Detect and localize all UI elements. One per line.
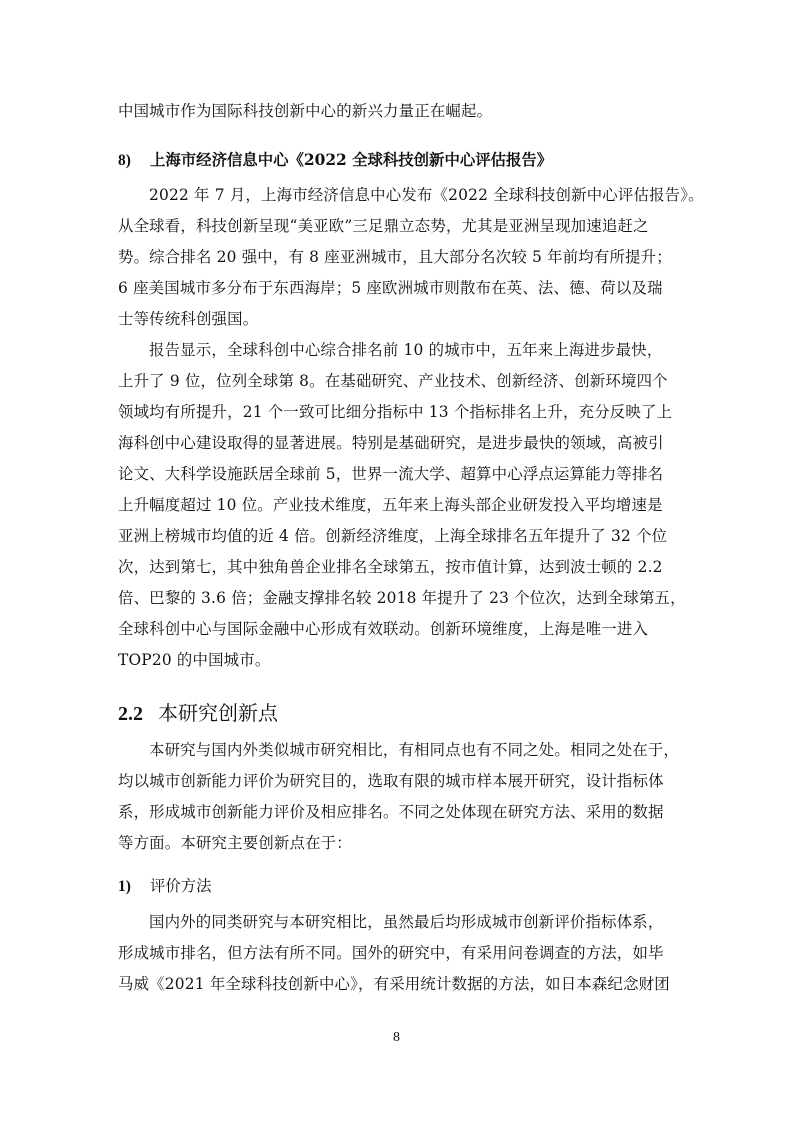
body-text-line: 国内外的同类研究与本研究相比，虽然最后均形成城市创新评价指标体系，: [149, 913, 664, 931]
body-text-line: 势。综合排名 20 强中，有 8 座亚洲城市，且大部分名次较 5 年前均有所提升；: [118, 248, 672, 266]
body-text-line: 士等传统科创强国。: [118, 310, 259, 328]
body-text-line: 领域均有所提升，21 个一致可比细分指标中 13 个指标排名上升，充分反映了上: [118, 403, 673, 421]
page-number: 8: [393, 1030, 400, 1045]
body-text-line: 6 座美国城市多分布于东西海岸；5 座欧洲城市则散布在英、法、德、荷以及瑞: [118, 279, 663, 297]
body-text-line: 报告显示，全球科创中心综合排名前 10 的城市中，五年来上海进步最快，: [149, 341, 663, 359]
section-title: 评价方法: [150, 877, 212, 895]
section-title: 上海市经济信息中心《2022 全球科技创新中心评估报告》: [150, 151, 553, 169]
body-text-line: 均以城市创新能力评价为研究目的，选取有限的城市样本展开研究，设计指标体: [118, 772, 664, 790]
body-text-line: 系，形成城市创新能力评价及相应排名。不同之处体现在研究方法、采用的数据: [118, 803, 664, 821]
body-text-line: 论文、大科学设施跃居全球前 5，世界一流大学、超算中心浮点运算能力等排名: [118, 465, 664, 483]
body-text-line: 倍、巴黎的 3.6 倍；金融支撑排名较 2018 年提升了 23 个位次，达到全球第五，: [118, 589, 686, 607]
section-number: 8): [118, 152, 131, 169]
body-text-line: 从全球看，科技创新呈现“美亚欧”三足鼎立态势，尤其是亚洲呈现加速追赶之: [118, 217, 649, 235]
section-number: 1): [118, 878, 131, 895]
section-title: 本研究创新点: [158, 701, 278, 725]
section-number: 2.2: [118, 703, 143, 725]
section-heading-8: [118, 150, 552, 171]
body-text-line: 等方面。本研究主要创新点在于：: [118, 834, 352, 852]
body-text-line: 上升幅度超过 10 位。产业技术维度，五年来上海头部企业研发投入平均增速是: [118, 496, 663, 514]
body-text-line: 2022 年 7 月，上海市经济信息中心发布《2022 全球科技创新中心评估报告》。: [149, 186, 704, 204]
body-text-line: 全球科创中心与国际金融中心形成有效联动。创新环境维度，上海是唯一进入: [118, 620, 649, 638]
body-text-line: 本研究与国内外类似城市研究相比，有相同点也有不同之处。相同之处在于，: [149, 741, 680, 759]
body-text-line: 中国城市作为国际科技创新中心的新兴力量正在崛起。: [118, 102, 493, 120]
body-text-line: TOP20 的中国城市。: [118, 651, 271, 669]
section-heading-2-2: [118, 700, 278, 727]
body-text-line: 次，达到第七，其中独角兽企业排名全球第五，按市值计算，达到波士顿的 2.2: [118, 558, 663, 576]
body-text-line: 马威《2021 年全球科技创新中心》，有采用统计数据的方法，如日本森纪念财团: [118, 975, 670, 993]
body-text-line: 上升了 9 位，位列全球第 8。在基础研究、产业技术、创新经济、创新环境四个: [118, 372, 668, 390]
body-text-line: 亚洲上榜城市均值的近 4 倍。创新经济维度，上海全球排名五年提升了 32 个位: [118, 527, 668, 545]
section-heading-1: [118, 876, 212, 897]
body-text-line: 海科创中心建设取得的显著进展。特别是基础研究，是进步最快的领域，高被引: [118, 434, 664, 452]
body-text-line: 形成城市排名，但方法有所不同。国外的研究中，有采用问卷调查的方法，如毕: [118, 944, 664, 962]
